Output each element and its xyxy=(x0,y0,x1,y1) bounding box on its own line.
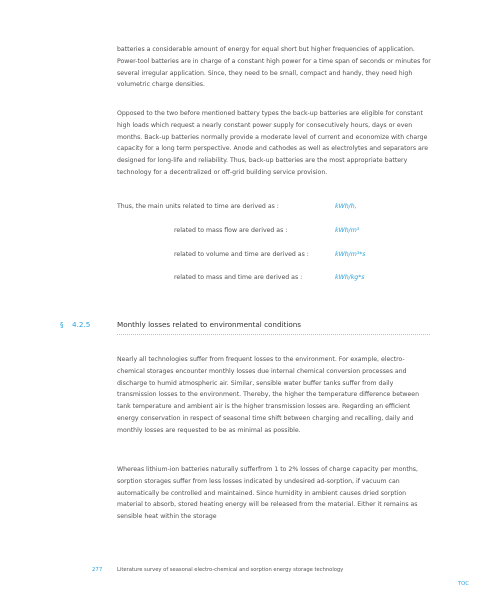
unit-label: related to volume and time are derived as : xyxy=(174,251,309,258)
unit-row-mass-time xyxy=(0,273,486,283)
unit-value: kWh/m³ xyxy=(335,227,360,234)
paragraph-environmental-losses: Nearly all technologies suffer from frequent losses to the environment. For example, electro-chemical storages encounter monthly losses due internal chemical conversion processes and discharge to humid atmospheric air. Similar, sensible water buffer tanks suffer from daily transmission losses to the environment. Thereby, the higher the temperature difference between tank temperature and ambient air is the higher transmission losses are. Regarding an efficient energy conservation in respect of seasonal time shift between charging and recalling, daily and monthly losses are requested to be as minimal as possible. xyxy=(117,356,420,434)
paragraph-battery-applications: batteries a considerable amount of energy for equal short but higher frequencies of application. Power-tool batteries are in charge of a constant high power for a time span of seconds or minutes for several irregular application. Since, they need to be small, compact and handy, they need high volumetric charge densities. xyxy=(117,46,431,89)
section-title: Monthly losses related to environmental conditions xyxy=(117,320,302,329)
section-heading xyxy=(60,318,430,334)
paragraph-backup-batteries: Opposed to the two before mentioned battery types the back-up batteries are eligible for constant high loads which request a nearly constant power supply for consecutively hours, days or even months. Back-up batteries normally provide a moderate level of current and economize with charge capacity for a long term perspective. Anode and cathodes as well as electrolytes and separators are designed for long-life and reliability. Thus, back-up batteries are the most appropriate battery technology for a decentralized or off-grid building service provision. xyxy=(117,110,429,176)
unit-value: kWh/h, xyxy=(335,203,357,210)
running-footer: Literature survey of seasonal electro-chemical and sorption energy storage technology xyxy=(117,567,344,573)
unit-label: related to mass and time are derived as : xyxy=(174,274,303,281)
page-number: 277 xyxy=(92,567,103,573)
unit-row-mass-flow xyxy=(0,226,486,236)
unit-value: kWh/m³*s xyxy=(335,251,366,258)
unit-label: related to mass flow are derived as : xyxy=(174,227,288,234)
unit-row-time xyxy=(0,202,486,212)
unit-value: kWh/kg*s xyxy=(335,274,365,281)
toc-link[interactable]: TOC xyxy=(458,581,469,587)
unit-label: Thus, the main units related to time are derived as : xyxy=(117,203,279,210)
unit-row-volume-time xyxy=(0,250,486,260)
paragraph-lithium-sorption: Whereas lithium-ion batteries naturally sufferfrom 1 to 2% losses of charge capacity per months, sorption storages suffer from less losses indicated by undesired ad-sorption, if vacuum can automatically be controlled and maintained. Since humidity in ambient causes dried sorption material to absorb, stored heating energy will be released from the material. Either it remains as sensible heat within the storage xyxy=(117,466,418,521)
section-number[interactable]: 4.2.5 xyxy=(72,320,91,329)
section-symbol: § xyxy=(60,320,64,329)
section-divider xyxy=(117,334,430,335)
